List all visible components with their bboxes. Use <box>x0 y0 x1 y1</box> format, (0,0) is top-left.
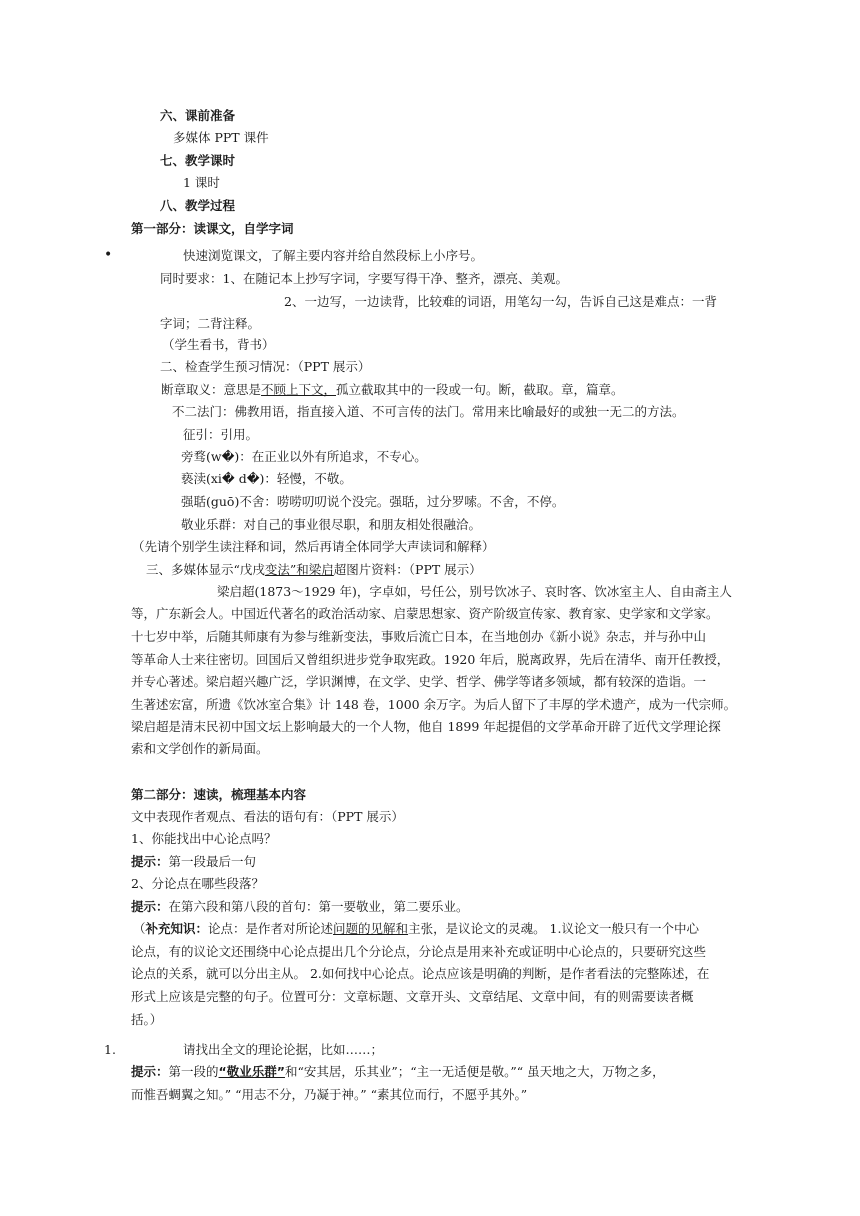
definition-text: 孤立截取其中的一段或一句。断，截取。章，篇章。 <box>336 382 624 397</box>
requirement-2-line2: 字词；二背注释。 <box>160 316 261 331</box>
section-body-hours: 1 课时 <box>183 175 220 190</box>
answer-1 <box>131 852 256 872</box>
question-1: 1、你能找出中心论点吗？ <box>131 831 277 846</box>
answer-2 <box>131 897 469 917</box>
list-number: 1. <box>104 1042 116 1057</box>
media-heading <box>146 560 482 580</box>
supplement-open: （ <box>133 921 146 936</box>
media-text: 超图片资料：（PPT 展示） <box>333 562 482 577</box>
answer-3-line2: 而惟吾蜩翼之知。” “用志不分，乃凝于神。” “素其位而行，不愿乎其外。” <box>131 1087 528 1102</box>
section-heading-process: 八、教学过程 <box>160 198 236 213</box>
media-text: 三、多媒体显示“戊戌 <box>146 562 265 577</box>
definition-text: 断章取义：意思是 <box>161 382 262 397</box>
supplement-text: 论点：是作者对所论述 <box>208 921 334 936</box>
hint-text: 第一段最后一句 <box>168 854 257 869</box>
requirement-2-line1: 2、一边写，一边读背，比较难的词语，用笔勾一勾，告诉自己这是难点：一背 <box>284 294 717 309</box>
supplement-underlined: 问题的见解和 <box>333 921 409 936</box>
definition-jingyele: 敬业乐群：对自己的事业很尽职，和朋友相处很融洽。 <box>181 517 482 532</box>
check-heading: 二、检查学生预习情况：（PPT 展示） <box>160 359 371 374</box>
part2-heading: 第二部分：速读，梳理基本内容 <box>131 787 307 802</box>
definition-xiedu: 亵渎(xi� d�)：轻慢，不敬。 <box>181 471 352 486</box>
supplement-line3: 论点的关系，就可以分出主从。 2.如何找中心论点。论点应该是明确的判断，是作者看法的完整陈述，在 <box>131 966 710 981</box>
bio-line: 索和文学创作的新局面。 <box>131 741 269 756</box>
definition-qiangguo: 强聒(guō)不舍：唠唠叨叨说个没完。强聒，过分罗嗦。不舍，不停。 <box>181 494 565 509</box>
supplement-line4: 形式上应该是完整的句子。位置可分：文章标题、文章开头、文章结尾、文章中间，有的则需要读者概 <box>131 989 694 1004</box>
supplement-text: 主张，是议论文的灵魂。 1.议论文一般只有一个中心 <box>408 921 699 936</box>
bio-line: 等革命人士来往密切。回国后又曾组织进步党争取宪政。1920 年后，脱离政界，先后在清华、南开任教授， <box>131 652 730 667</box>
section-heading-hours: 七、教学课时 <box>160 153 236 168</box>
hint-label: 提示： <box>131 1064 169 1079</box>
hint-text: 和“安其居，乐其业”；“主一无适便是敬。”“ 虽天地之大，万物之多， <box>284 1064 665 1079</box>
answer-3-line1 <box>131 1062 665 1082</box>
definition-zhengyin: 征引：引用。 <box>183 427 259 442</box>
definition-pangwu: 旁骛(w�)：在正业以外有所追求，不专心。 <box>181 449 427 464</box>
definition-buerfamen: 不二法门：佛教用语，指直接入道、不可言传的法门。常用来比喻最好的或独一无二的方法。 <box>172 404 685 419</box>
hint-text: 第一段的 <box>168 1064 219 1079</box>
hint-label: 提示： <box>131 854 169 869</box>
requirement-1: 同时要求：1、在随记本上抄写字词，字要写得干净、整齐，漂亮、美观。 <box>160 271 568 286</box>
bio-line: 并专心著述。梁启超兴趣广泛，学识渊博，在文学、史学、哲学、佛学等诸多领域，都有较深的造诣。一 <box>131 674 707 689</box>
bio-line: 十七岁中举，后随其师康有为参与维新变法，事败后流亡日本，在当地创办《新小说》杂志，并与孙中山 <box>131 629 707 644</box>
task-text: 快速浏览课文，了解主要内容并给自然段标上小序号。 <box>183 248 484 263</box>
bio-line: 梁启超(1873～1929 年)，字卓如，号任公，别号饮冰子、哀时客、饮冰室主人、自由斋主人 <box>217 584 732 599</box>
hint-underlined: “敬业乐群” <box>218 1064 285 1079</box>
bio-line: 等，广东新会人。中国近代著名的政治活动家、启蒙思想家、资产阶级宣传家、教育家、史学家和文学家。 <box>131 606 719 621</box>
hint-text: 在第六段和第八段的首句：第一要敬业，第二要乐业。 <box>168 899 469 914</box>
bio-line: 梁启超是清末民初中国文坛上影响最大的一个人物，他自 1899 年起提倡的文学革命开辟了近代文学理论探 <box>131 719 721 734</box>
question-2: 2、分论点在哪些段落？ <box>131 876 264 891</box>
definition-duanzhangquyi <box>161 380 624 400</box>
section-body-prep: 多媒体 PPT 课件 <box>173 130 269 145</box>
supplement-line5: 括。） <box>131 1012 163 1027</box>
part2-intro: 文中表现作者观点、看法的语句有：（PPT 展示） <box>131 809 404 824</box>
supplement-label: 补充知识： <box>145 921 209 936</box>
bullet-marker: • <box>104 247 113 263</box>
supplement-line1 <box>133 919 699 939</box>
section-heading-prep: 六、课前准备 <box>160 108 236 123</box>
question-3: 请找出全文的理论论据，比如……； <box>183 1042 384 1057</box>
part1-heading: 第一部分：读课文，自学字词 <box>131 221 294 236</box>
hint-label: 提示： <box>131 899 169 914</box>
reading-instruction: （先请个别学生读注释和词，然后再请全体同学大声读词和解释） <box>132 539 495 554</box>
definition-underlined: 不顾上下文， <box>261 382 337 397</box>
bio-line: 生著述宏富，所遗《饮冰室合集》计 148 卷，1000 余万字。为后人留下了丰厚的学术遗产，成为一代宗师。 <box>131 697 737 712</box>
supplement-line2: 论点，有的议论文还围绕中心论点提出几个分论点，分论点是用来补充或证明中心论点的，只要研究这些 <box>131 944 707 959</box>
student-note: （学生看书，背书） <box>162 337 275 352</box>
media-underlined: 变法”和梁启 <box>264 562 334 577</box>
